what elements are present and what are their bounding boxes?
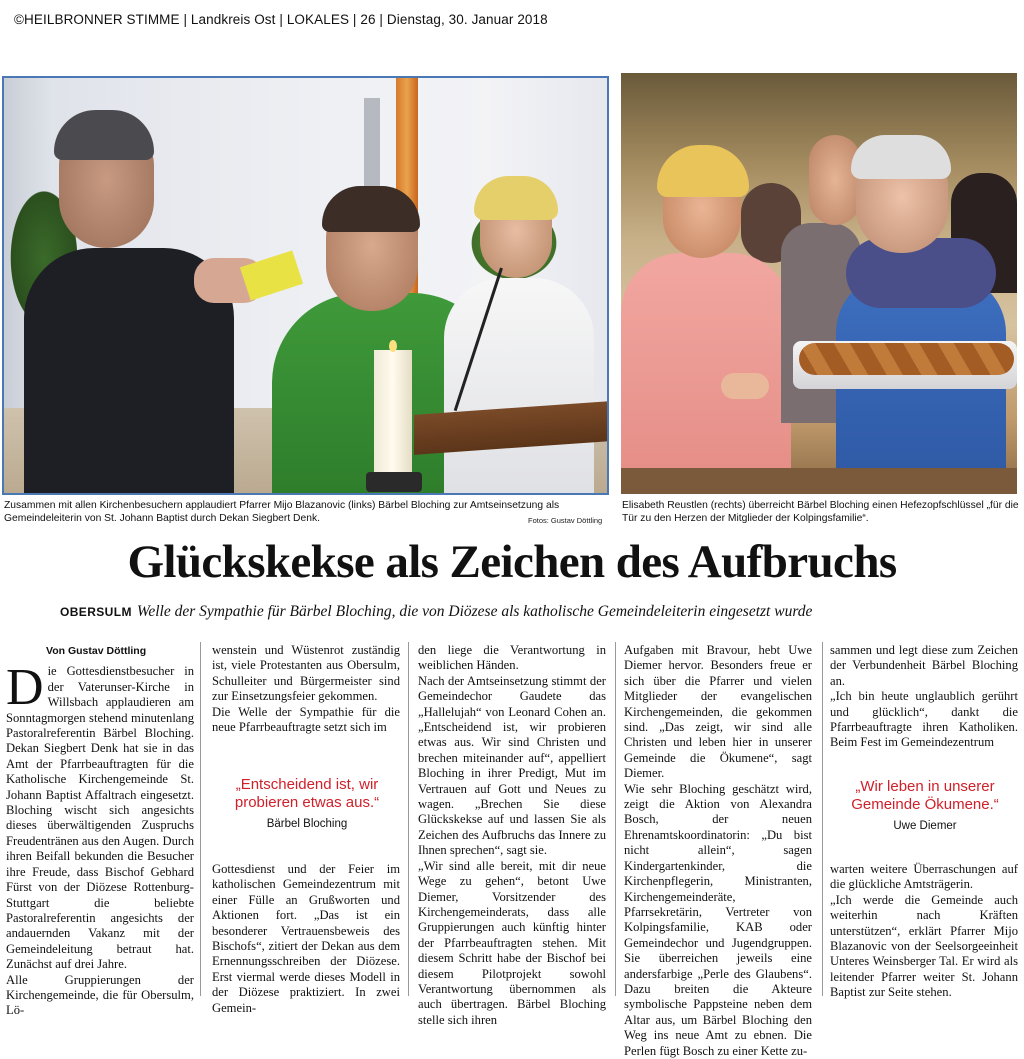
article-column-3 (418, 643, 606, 1028)
pull-quote-1 (214, 776, 400, 830)
article-column-2b (212, 862, 400, 1016)
pull-quote-1-text: „Entscheidend ist, wir probieren etwas aus.“ (234, 776, 380, 811)
article-column-2 (212, 643, 400, 735)
dropcap: D (6, 659, 44, 717)
column-rule (822, 642, 823, 996)
column-rule (200, 642, 201, 996)
column-rule (408, 642, 409, 996)
photo-credit: Fotos: Gustav Döttling (528, 516, 603, 525)
article-column-4 (624, 643, 812, 1059)
column-5-text-bottom: warten weitere Überraschungen auf die glückliche Amtsträgerin. „Ich werde die Gemeinde auch weiterhin nach Kräften unterstützen“, erklärt Pfarrer Mijo Blazanovic von der Seelsorgeeinheit Unteres Weinsberger Tal. Er wird als leitender Pfarrer weiter St. Johann Baptist zur Seite stehen. (830, 862, 1018, 1000)
column-4-text: Aufgaben mit Bravour, hebt Uwe Diemer hervor. Besonders freue er sich über die Pfarrer und vielen Mitglieder der evangelischen Kirchengemeinden, die gekommen sind. „Das zeigt, wir sind alle Christen und leben hier in unserer Gemeinde die Ökumene“, sagt Diemer. Wie sehr Bloching geschätzt wird, zeigt die Aktion von Alexandra Bosch, der neuen Ehrenamtskoordinatorin: „Du bist nicht allein“, sagen Kindergartenkinder, die Kirchenpflegerin, Ministranten, Kirchengemeinderäte, Pfarrsekretärin, Vertreter von Kolpingsfamilie, KAB oder Gemeindechor und Jugendgruppen. Sie überreichen jeweils eine andersfarbige „Perle des Glaubens“. Dazu breiten die Akteure symbolische Pappsteine neben dem Altar aus, um Bärbel Bloching den Weg ins neue Amt zu ebnen. Die Perlen fügt Bosch zu einer Kette zu- (624, 643, 812, 1058)
author-byline: Von Gustav Döttling (46, 645, 147, 657)
photo-kolping-gift (621, 73, 1017, 494)
column-5-text-top: sammen und legt diese zum Zeichen der Verbundenheit Bärbel Bloching an. „Ich bin heute unglaublich gerührt und glücklich“, dankt die Pfarrbeauftragte ihren Katholiken. Beim Fest im Gemeindezentrum (830, 643, 1018, 750)
article-column-1 (6, 640, 194, 1019)
roofline: OBERSULM (60, 605, 132, 619)
photo-left-caption: Zusammen mit allen Kirchenbesuchern applaudiert Pfarrer Mijo Blazanovic (links) Bärbel Bloching zur Amtseinsetzung als Gemeindeleiterin von St. Johann Baptist durch Dekan Siegbert Denk. (4, 500, 560, 524)
subheadline-text: Welle der Sympathie für Bärbel Bloching, die von Diözese als katholische Gemeindeleiterin eingesetzt wurde (136, 603, 813, 620)
pull-quote-2-text: „Wir leben in unserer Gemeinde Ökumene.“ (851, 778, 999, 813)
column-1-text: ie Gottesdienstbesucher in der Vaterunser-Kirche in Willsbach applaudieren am Sonntagmorgen stehend minutenlang Pastoralreferentin Bärbel Bloching. Dekan Siegbert Denk hat sie in das Amt der Pfarrbeauftragten für die Katholische Kirchengemeinde St. Johann Baptist Affaltrach eingesetzt. Bloching wischt sich angesichts dieses überwältigenden Zuspruchs Freudentränen aus den Augen. Durch ihren Beifall bekunden die Besucher ihre Freude, dass Bischof Gebhard Fürst von der Diözese Rottenburg-Stuttgart die beliebte Pastoralreferentin angesichts der andauernden Vakanz mit der Gemeindeleitung betraut hat. Zunächst auf drei Jahre. Alle Gruppierungen der Kirchengemeinde, die für Obersulm, Lö- (6, 664, 194, 1018)
column-rule (615, 642, 616, 996)
pull-quote-2 (832, 778, 1018, 832)
column-2-text-top: wenstein und Wüstenrot zuständig ist, viele Protestanten aus Obersulm, Schulleiter und Bürgermeister sind zur Einsetzungsfeier gekommen. Die Welle der Sympathie für die neue Pfarrbeauftragte setzt sich im (212, 643, 400, 735)
photo-church-ceremony (2, 76, 609, 495)
masthead: ©HEILBRONNER STIMME | Landkreis Ost | LOKALES | 26 | Dienstag, 30. Januar 2018 (14, 12, 548, 27)
column-3-text: den liege die Verantwortung in weiblichen Händen. Nach der Amtseinsetzung stimmt der Gemeindechor Gaudete das „Hallelujah“ von Leonard Cohen an. „Entscheidend ist, wir probieren etwas aus. Wir sind Christen und brechen miteinander auf“, appelliert Bloching in ihrer Predigt, Mut im Vertrauen auf Gott und Neues zu wagen. „Brechen Sie diese Glückskekse auf und lassen Sie als Zeichen des Aufbruchs das Innere zu Ihnen sprechen“, sagt sie. „Wir sind alle bereit, mit dir neue Wege zu gehen“, betont Uwe Diemer, Vorsitzender des Kirchengemeinderats, dass alle Gruppierungen auch künftig hinter der Pfarrbeauftragten stehen. Mit diesem Schritt habe der Bischof bei diesem Pilotprojekt sowohl Verantwortung übernommen als auch übertragen. Bärbel Bloching stelle sich ihren (418, 643, 606, 1027)
pull-quote-1-attribution: Bärbel Bloching (266, 818, 348, 830)
article-column-5b (830, 862, 1018, 1001)
column-2-text-bottom: Gottesdienst und der Feier im katholischen Gemeindezentrum mit einer Fülle an Grußworten und Aktionen fort. „Das ist ein besonderer Vertrauensbeweis des Bischofs“, zitiert der Dekan aus dem Ernennungsschreiben der Diözese. Erst viermal werde dieses Modell in der Diözese praktiziert. In zwei Gemein- (212, 862, 400, 1015)
pull-quote-2-attribution: Uwe Diemer (893, 820, 957, 832)
article-column-5 (830, 643, 1018, 751)
photo-right-caption: Elisabeth Reustlen (rechts) überreicht Bärbel Bloching einen Hefezopfschlüssel „für die Tür zu den Herzen der Mitglieder der Kolpingsfamilie“. (622, 500, 1019, 524)
headline: Glückskekse als Zeichen des Aufbruchs (127, 536, 897, 588)
subheadline (60, 603, 812, 621)
